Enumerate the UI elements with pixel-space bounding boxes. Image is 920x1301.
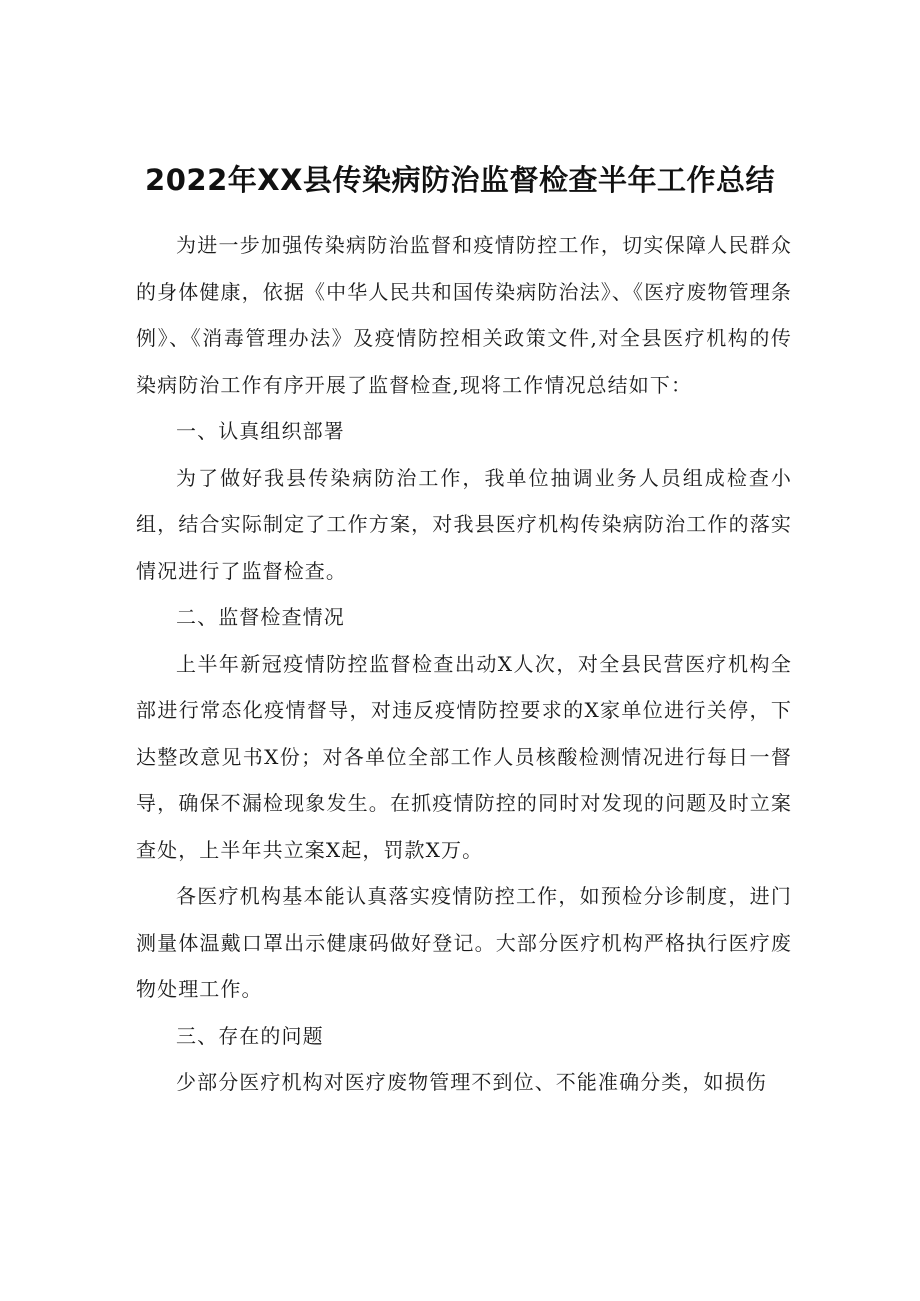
section-3-paragraph: 少部分医疗机构对医疗废物管理不到位、不能准确分类，如损伤 [176, 1070, 767, 1094]
document-title: 2022年XX县传染病防治监督检查半年工作总结 [145, 163, 775, 197]
section-1-paragraph: 为了做好我县传染病防治工作，我单位抽调业务人员组成检查小组，结合实际制定了工作方案，对我县医疗机构传染病防治工作的落实情况进行了监督检查。 [136, 465, 792, 583]
section-2-paragraph-1: 上半年新冠疫情防控监督检查出动X人次，对全县民营医疗机构全部进行常态化疫情督导，对违反疫情防控要求的X家单位进行关停，下达整改意见书X份；对各单位全部工作人员核酸检测情况进行每日一督导，确保不漏检现象发生。在抓疫情防控的同时对发现的问题及时立案查处，上半年共立案X起，罚款X万。 [136, 651, 792, 862]
section-2-paragraph-2: 各医疗机构基本能认真落实疫情防控工作，如预检分诊制度，进门测量体温戴口罩出示健康码做好登记。大部分医疗机构严格执行医疗废物处理工作。 [136, 884, 792, 1001]
section-heading-3: 三、存在的问题 [176, 1023, 324, 1048]
section-heading-1: 一、认真组织部署 [176, 419, 345, 443]
document-body [136, 222, 792, 1106]
section-heading-2: 二、监督检查情况 [176, 605, 345, 629]
intro-paragraph: 为进一步加强传染病防治监督和疫情防控工作，切实保障人民群众的身体健康，依据《中华人民共和国传染病防治法》、《医疗废物管理条例》、《消毒管理办法》及疫情防控相关政策文件,对全县医疗机构的传染病防治工作有序开展了监督检查,现将工作情况总结如下： [136, 233, 792, 397]
